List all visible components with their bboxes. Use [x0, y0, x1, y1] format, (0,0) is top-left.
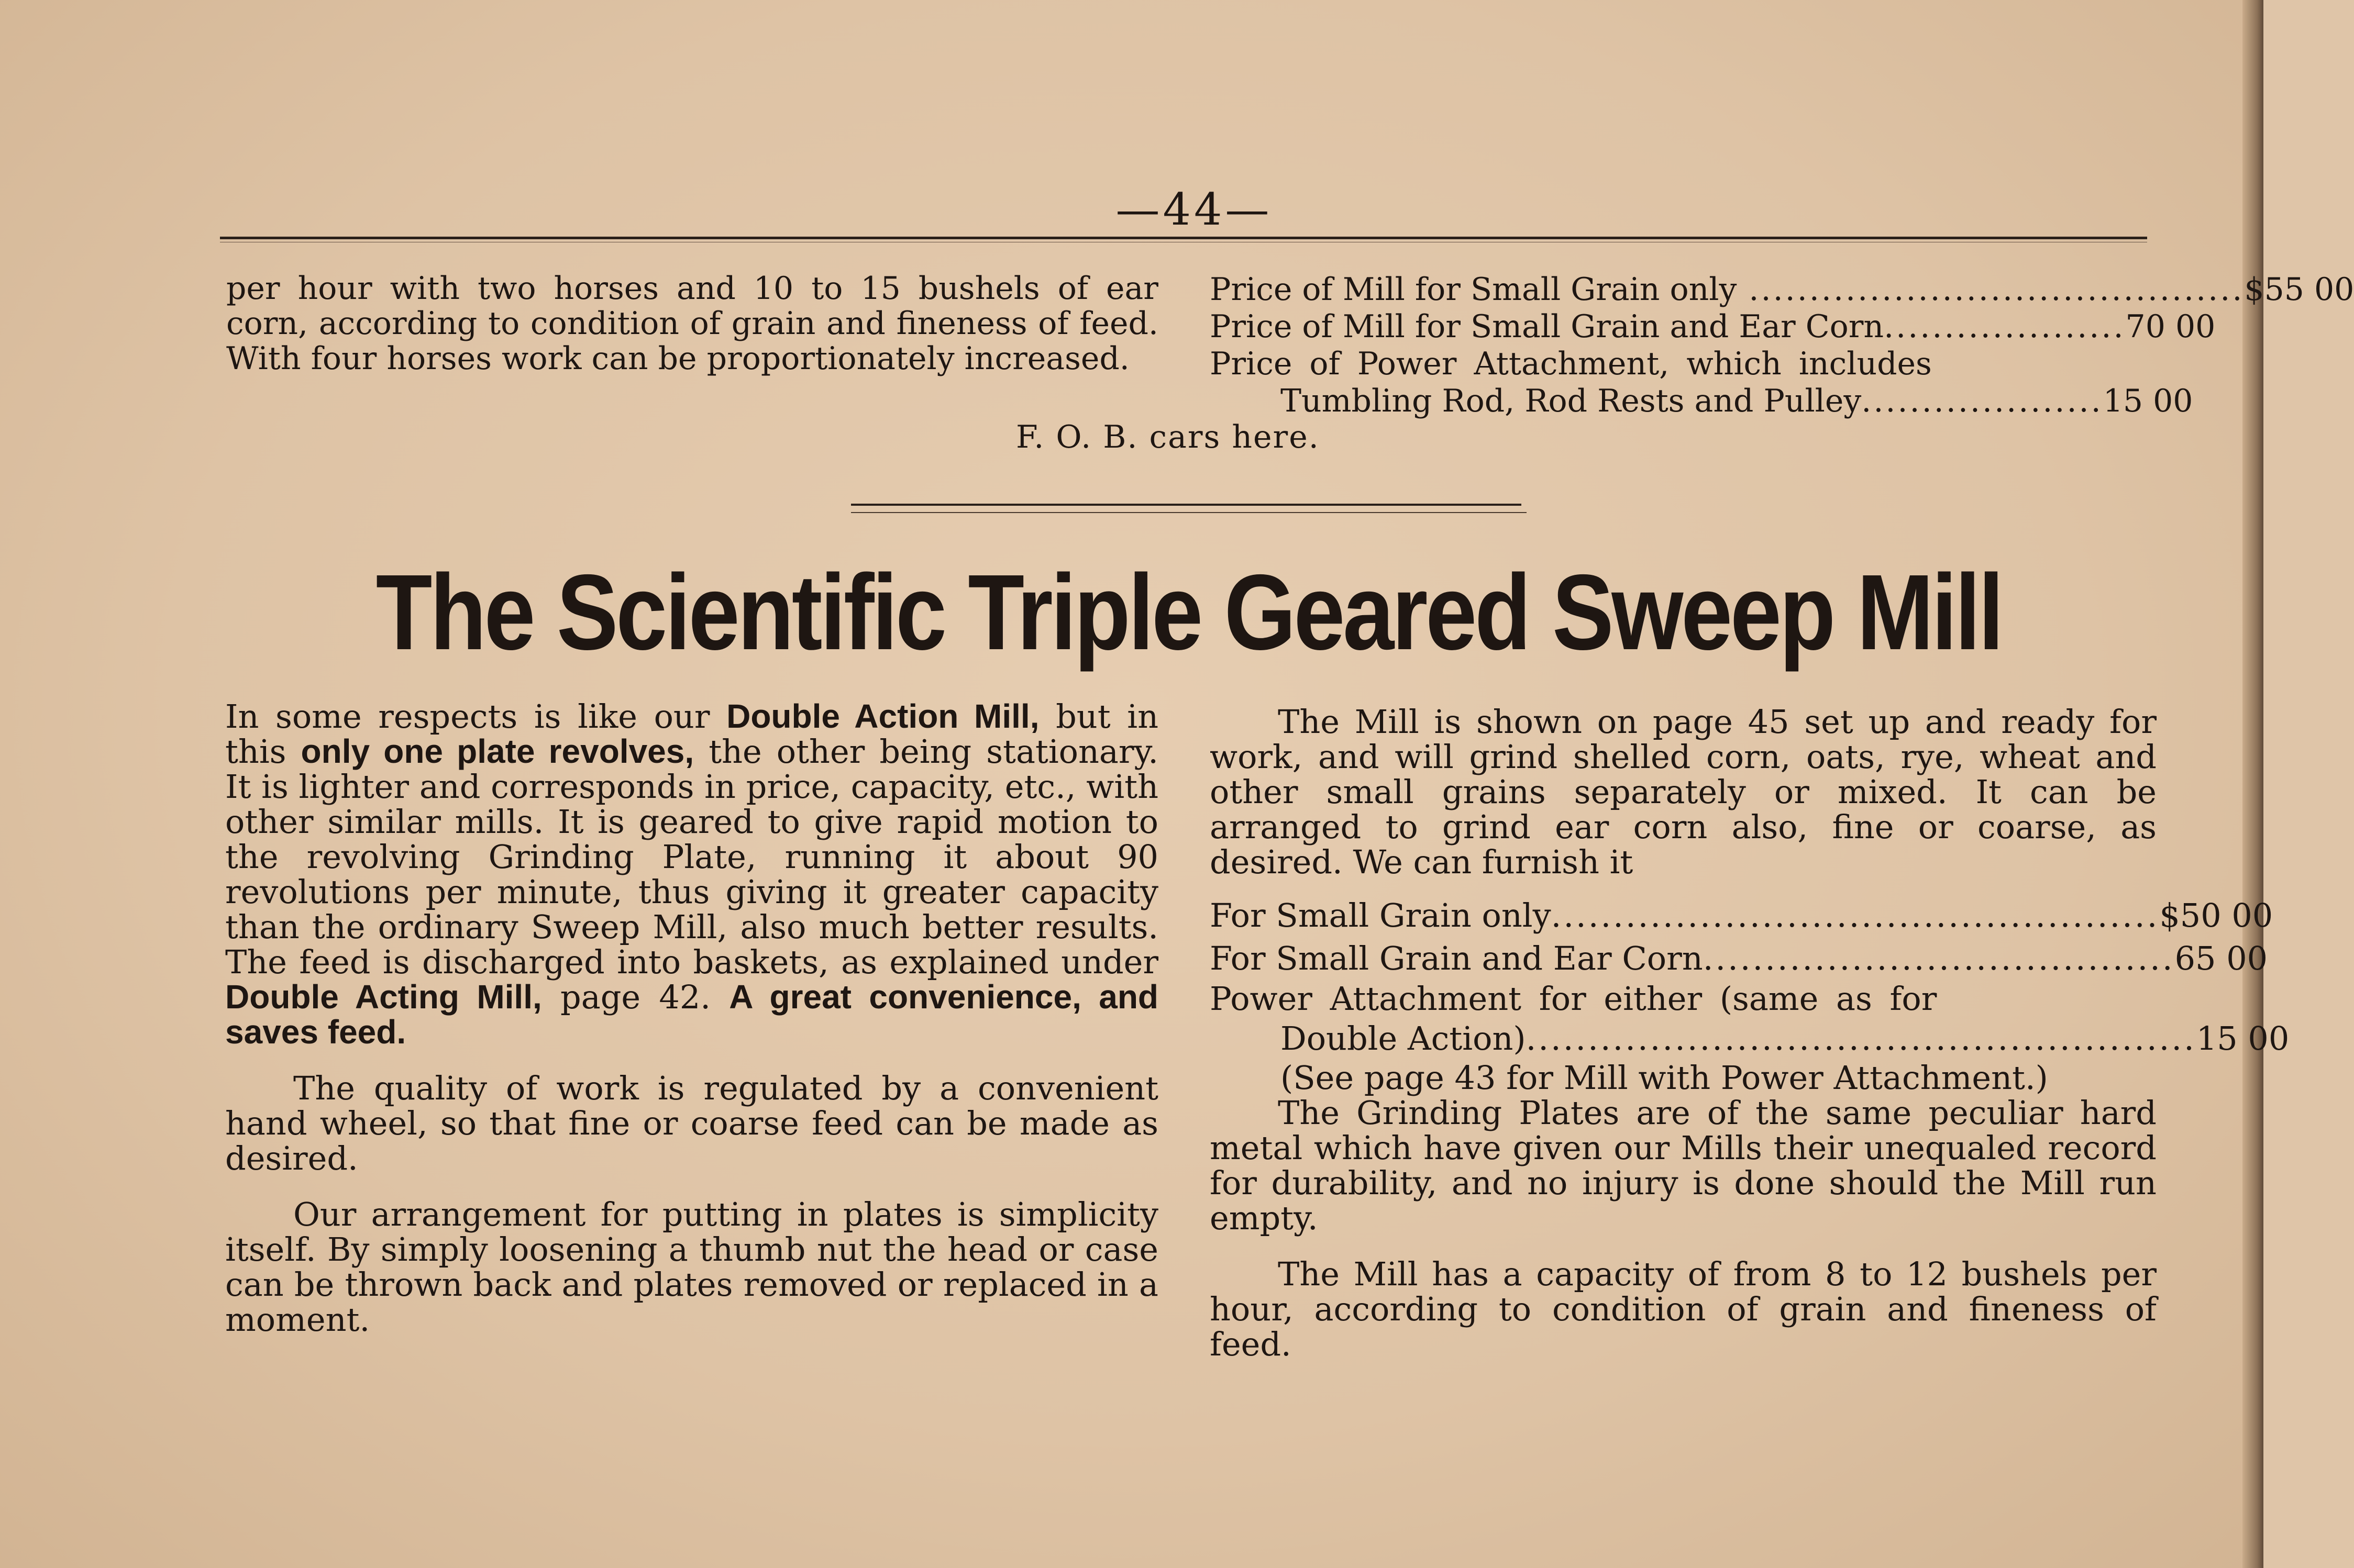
- price-label: For Small Grain only: [1210, 896, 1551, 935]
- text-run: In some respects is like our: [225, 697, 727, 736]
- text-run: page 42.: [541, 978, 730, 1016]
- section-divider: [851, 504, 1521, 506]
- price-amount: 15 00: [2196, 1019, 2290, 1058]
- text-run: but in this: [225, 697, 1158, 771]
- quality-paragraph: The quality of work is regulated by a convenient hand wheel, so that fine or coarse feed can be made as desired.: [225, 1069, 1158, 1177]
- price-amount: 65 00: [2174, 939, 2268, 977]
- leader-dots: ......................................: [1703, 939, 2175, 977]
- plates-paragraph: Our arrangement for putting in plates is simplicity itself. By simply loosening a thumb nut the head or case can be thrown back and plates removed or replaced in a moment.: [225, 1195, 1158, 1339]
- price-row-power-attachment-2: [1210, 980, 2157, 1017]
- intro-paragraph: [225, 699, 1158, 1050]
- price-label: Power Attachment for either (same as for: [1210, 980, 1937, 1018]
- text-run: the other being stationary. It is lighter and corresponds in price, capacity, etc., with other similar mills. It is geared to give rapid motion to the revolving Grinding Plate, running it about 90 revolutions per minute, thus giving it greater capacity than the ordinary Sweep Mill, also much better results. The feed is discharged into baskets, as explained under: [225, 732, 1159, 981]
- price-row-double-action: [1210, 1017, 2290, 1060]
- bold-phrase: Double Acting Mill,: [225, 978, 542, 1016]
- section-headline: The Scientific Triple Geared Sweep Mill: [375, 552, 2002, 672]
- see-page-note: (See page 43 for Mill with Power Attachment.): [1280, 1059, 2048, 1097]
- price-label: Tumbling Rod, Rod Rests and Pulley: [1280, 383, 1862, 419]
- left-column: [225, 699, 1158, 1337]
- price-row-power-attachment: [1210, 346, 2157, 383]
- mill-shown-paragraph: The Mill is shown on page 45 set up and ready for work, and will grind shelled corn, oats, rye, wheat and other small grains separately or mixed. It can be arranged to grind ear corn also, fine or coarse, as desired. We can furnish it: [1210, 703, 2157, 881]
- section-divider-thin: [851, 512, 1527, 513]
- price-amount: $50 00: [2159, 896, 2273, 935]
- price-label: Double Action): [1280, 1019, 1526, 1058]
- paragraph-gap: [1210, 880, 2157, 894]
- price-row-tumbling-rod: [1210, 383, 2193, 420]
- page-edge-shadow: [2242, 0, 2263, 1568]
- capacity-paragraph: The Mill has a capacity of from 8 to 12 bushels per hour, according to condition of grain and fineness of feed.: [1210, 1255, 2157, 1363]
- price-label: Price of Mill for Small Grain only: [1210, 271, 1737, 308]
- price-label: Price of Power Attachment, which includes: [1210, 346, 1932, 382]
- right-column: [1210, 703, 2290, 1363]
- bold-phrase: A great convenience, and saves feed.: [225, 978, 1159, 1051]
- price-row-grain-ear-corn: [1210, 308, 2216, 346]
- leader-dots: ....................: [1884, 308, 2126, 345]
- bold-phrase: Double Action Mill,: [726, 697, 1040, 735]
- leader-dots: .........................................: [1737, 271, 2245, 308]
- grinding-plates-paragraph: The Grinding Plates are of the same peculiar hard metal which have given our Mills their unequaled record for durability, and no injury is done should the Mill run empty.: [1210, 1094, 2157, 1237]
- price-label: For Small Grain and Ear Corn: [1210, 939, 1703, 977]
- paragraph-gap: [1210, 1236, 2157, 1256]
- continued-text-column: [226, 271, 1158, 376]
- header-rule: [220, 237, 2147, 239]
- continued-paragraph: per hour with two horses and 10 to 15 bushels of ear corn, according to condition of grain and fineness of feed. With four horses work can be proportionately increased.: [226, 270, 1158, 377]
- leader-dots: ......................................................: [1526, 1019, 2196, 1058]
- paragraph-gap: [225, 1176, 1158, 1197]
- bold-phrase: only one plate revolves,: [301, 732, 694, 770]
- price-row-small-grain: [1210, 271, 2354, 308]
- page-number: —44—: [1115, 184, 1273, 235]
- price-row-small-grain-2: [1210, 894, 2273, 937]
- leader-dots: ....................: [1861, 383, 2103, 419]
- price-amount: $55 00: [2244, 271, 2354, 308]
- price-row-grain-ear-corn-2: [1210, 937, 2268, 980]
- leader-dots: .................................................: [1551, 896, 2160, 935]
- price-amount: 15 00: [2103, 383, 2193, 419]
- price-label: Price of Mill for Small Grain and Ear Corn: [1210, 308, 1884, 345]
- paragraph-gap: [225, 1050, 1158, 1071]
- price-list-top: [1210, 271, 2354, 420]
- price-amount: 70 00: [2125, 308, 2216, 345]
- fob-note: F. O. B. cars here.: [1016, 419, 1320, 455]
